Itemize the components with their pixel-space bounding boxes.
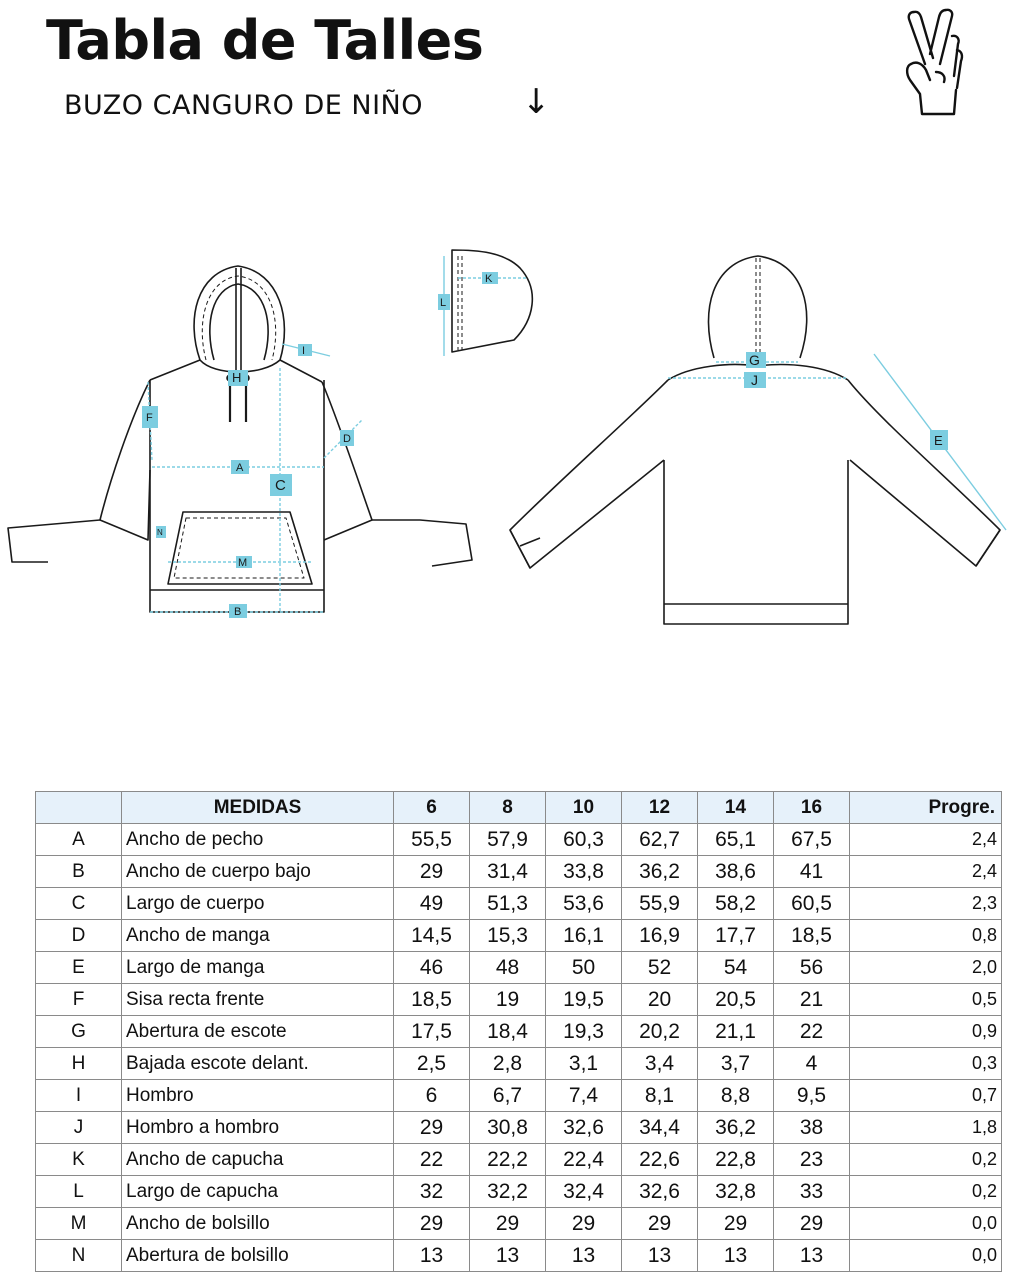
row-size-value: 51,3 [470,888,546,920]
page-subtitle: BUZO CANGURO DE NIÑO [64,90,423,121]
row-size-value: 20,2 [622,1016,698,1048]
hood-side-drawing [452,250,532,352]
row-progression: 0,2 [850,1144,1002,1176]
row-size-value: 18,5 [394,984,470,1016]
label-b: B [234,606,242,618]
table-row [36,920,1002,952]
row-size-value: 6 [394,1080,470,1112]
row-size-value: 29 [622,1208,698,1240]
row-size-value: 23 [774,1144,850,1176]
row-size-value: 13 [774,1240,850,1272]
row-size-value: 29 [546,1208,622,1240]
row-size-value: 13 [470,1240,546,1272]
label-k: K [485,273,493,285]
row-letter: B [36,856,122,888]
row-size-value: 7,4 [546,1080,622,1112]
row-progression: 0,7 [850,1080,1002,1112]
page-title: Tabla de Talles [46,9,484,72]
row-progression: 0,2 [850,1176,1002,1208]
row-measure-name: Largo de capucha [122,1176,394,1208]
label-n: N [157,528,163,537]
label-c: C [275,477,286,494]
row-size-value: 46 [394,952,470,984]
row-progression: 2,4 [850,824,1002,856]
table-row [36,1080,1002,1112]
table-row [36,952,1002,984]
label-f: F [146,412,153,424]
label-a: A [236,462,244,474]
row-size-value: 67,5 [774,824,850,856]
row-letter: J [36,1112,122,1144]
row-size-value: 33 [774,1176,850,1208]
header-measures: MEDIDAS [122,792,394,824]
row-measure-name: Ancho de pecho [122,824,394,856]
table-row [36,1240,1002,1272]
row-size-value: 20 [622,984,698,1016]
row-letter: D [36,920,122,952]
row-size-value: 4 [774,1048,850,1080]
row-size-value: 58,2 [698,888,774,920]
row-progression: 1,8 [850,1112,1002,1144]
hoodie-technical-drawings [0,230,1024,640]
row-size-value: 62,7 [622,824,698,856]
row-size-value: 14,5 [394,920,470,952]
row-letter: F [36,984,122,1016]
row-size-value: 8,8 [698,1080,774,1112]
label-e: E [934,433,943,448]
row-measure-name: Bajada escote delant. [122,1048,394,1080]
row-size-value: 13 [622,1240,698,1272]
row-size-value: 33,8 [546,856,622,888]
table-row [36,1016,1002,1048]
row-progression: 0,5 [850,984,1002,1016]
table-row [36,1176,1002,1208]
row-size-value: 36,2 [622,856,698,888]
table-row [36,984,1002,1016]
label-j: J [751,372,758,388]
row-size-value: 9,5 [774,1080,850,1112]
measurement-labels [142,272,948,618]
row-size-value: 16,1 [546,920,622,952]
row-size-value: 22,4 [546,1144,622,1176]
row-size-value: 29 [470,1208,546,1240]
row-progression: 0,3 [850,1048,1002,1080]
back-view-drawing [510,256,1000,624]
row-size-value: 19,5 [546,984,622,1016]
row-size-value: 22,8 [698,1144,774,1176]
row-letter: G [36,1016,122,1048]
table-row [36,1112,1002,1144]
row-letter: H [36,1048,122,1080]
row-size-value: 55,9 [622,888,698,920]
row-progression: 0,0 [850,1208,1002,1240]
row-size-value: 29 [774,1208,850,1240]
row-size-value: 22 [394,1144,470,1176]
row-size-value: 3,1 [546,1048,622,1080]
row-size-value: 21 [774,984,850,1016]
row-size-value: 54 [698,952,774,984]
table-row [36,1208,1002,1240]
row-progression: 2,3 [850,888,1002,920]
row-size-value: 29 [698,1208,774,1240]
table-row [36,856,1002,888]
row-size-value: 29 [394,1112,470,1144]
header-progression: Progre. [850,792,1002,824]
row-size-value: 3,4 [622,1048,698,1080]
header-size: 12 [622,792,698,824]
row-size-value: 38,6 [698,856,774,888]
row-letter: M [36,1208,122,1240]
row-size-value: 30,8 [470,1112,546,1144]
row-measure-name: Ancho de capucha [122,1144,394,1176]
measurement-guides [148,256,1006,612]
row-letter: C [36,888,122,920]
row-size-value: 16,9 [622,920,698,952]
row-letter: I [36,1080,122,1112]
header-size: 16 [774,792,850,824]
row-measure-name: Abertura de bolsillo [122,1240,394,1272]
row-size-value: 17,5 [394,1016,470,1048]
row-size-value: 38 [774,1112,850,1144]
row-size-value: 55,5 [394,824,470,856]
row-size-value: 17,7 [698,920,774,952]
row-measure-name: Sisa recta frente [122,984,394,1016]
table-header-row [36,792,1002,824]
row-size-value: 20,5 [698,984,774,1016]
row-size-value: 32,4 [546,1176,622,1208]
row-progression: 2,4 [850,856,1002,888]
row-size-value: 32,6 [622,1176,698,1208]
row-size-value: 22 [774,1016,850,1048]
row-progression: 0,0 [850,1240,1002,1272]
row-size-value: 3,7 [698,1048,774,1080]
row-size-value: 53,6 [546,888,622,920]
row-letter: K [36,1144,122,1176]
row-size-value: 31,4 [470,856,546,888]
down-arrow-icon: ↓ [522,82,551,122]
row-size-value: 29 [394,856,470,888]
table-row [36,888,1002,920]
row-size-value: 49 [394,888,470,920]
row-size-value: 29 [394,1208,470,1240]
row-size-value: 57,9 [470,824,546,856]
row-progression: 0,9 [850,1016,1002,1048]
row-size-value: 36,2 [698,1112,774,1144]
row-progression: 0,8 [850,920,1002,952]
row-size-value: 50 [546,952,622,984]
header-size: 10 [546,792,622,824]
row-size-value: 18,5 [774,920,850,952]
label-i: I [302,345,306,357]
table-row [36,1048,1002,1080]
table-body [36,824,1002,1272]
header-size: 8 [470,792,546,824]
label-d: D [343,433,351,445]
row-measure-name: Hombro a hombro [122,1112,394,1144]
row-size-value: 52 [622,952,698,984]
row-size-value: 19 [470,984,546,1016]
label-g: G [749,352,760,368]
row-letter: N [36,1240,122,1272]
row-size-value: 18,4 [470,1016,546,1048]
row-measure-name: Ancho de cuerpo bajo [122,856,394,888]
row-size-value: 15,3 [470,920,546,952]
header-size: 6 [394,792,470,824]
table-row [36,1144,1002,1176]
row-size-value: 2,5 [394,1048,470,1080]
row-size-value: 34,4 [622,1112,698,1144]
row-size-value: 6,7 [470,1080,546,1112]
size-table [35,791,1002,1272]
row-letter: E [36,952,122,984]
row-size-value: 32,8 [698,1176,774,1208]
label-l: L [440,297,447,309]
row-size-value: 21,1 [698,1016,774,1048]
row-size-value: 56 [774,952,850,984]
row-size-value: 13 [698,1240,774,1272]
row-size-value: 13 [394,1240,470,1272]
row-measure-name: Ancho de manga [122,920,394,952]
row-size-value: 32,2 [470,1176,546,1208]
row-size-value: 60,3 [546,824,622,856]
row-size-value: 32,6 [546,1112,622,1144]
row-measure-name: Hombro [122,1080,394,1112]
row-size-value: 48 [470,952,546,984]
row-size-value: 2,8 [470,1048,546,1080]
row-letter: L [36,1176,122,1208]
header-letter [36,792,122,824]
row-size-value: 13 [546,1240,622,1272]
row-measure-name: Ancho de bolsillo [122,1208,394,1240]
row-size-value: 60,5 [774,888,850,920]
row-size-value: 32 [394,1176,470,1208]
row-progression: 2,0 [850,952,1002,984]
row-measure-name: Abertura de escote [122,1016,394,1048]
row-measure-name: Largo de cuerpo [122,888,394,920]
table-row [36,824,1002,856]
row-measure-name: Largo de manga [122,952,394,984]
crossed-fingers-hand-icon [900,6,970,118]
label-h: H [232,370,242,385]
label-m: M [238,557,248,569]
row-size-value: 22,2 [470,1144,546,1176]
row-letter: A [36,824,122,856]
header-size: 14 [698,792,774,824]
row-size-value: 19,3 [546,1016,622,1048]
row-size-value: 41 [774,856,850,888]
row-size-value: 65,1 [698,824,774,856]
row-size-value: 8,1 [622,1080,698,1112]
row-size-value: 22,6 [622,1144,698,1176]
